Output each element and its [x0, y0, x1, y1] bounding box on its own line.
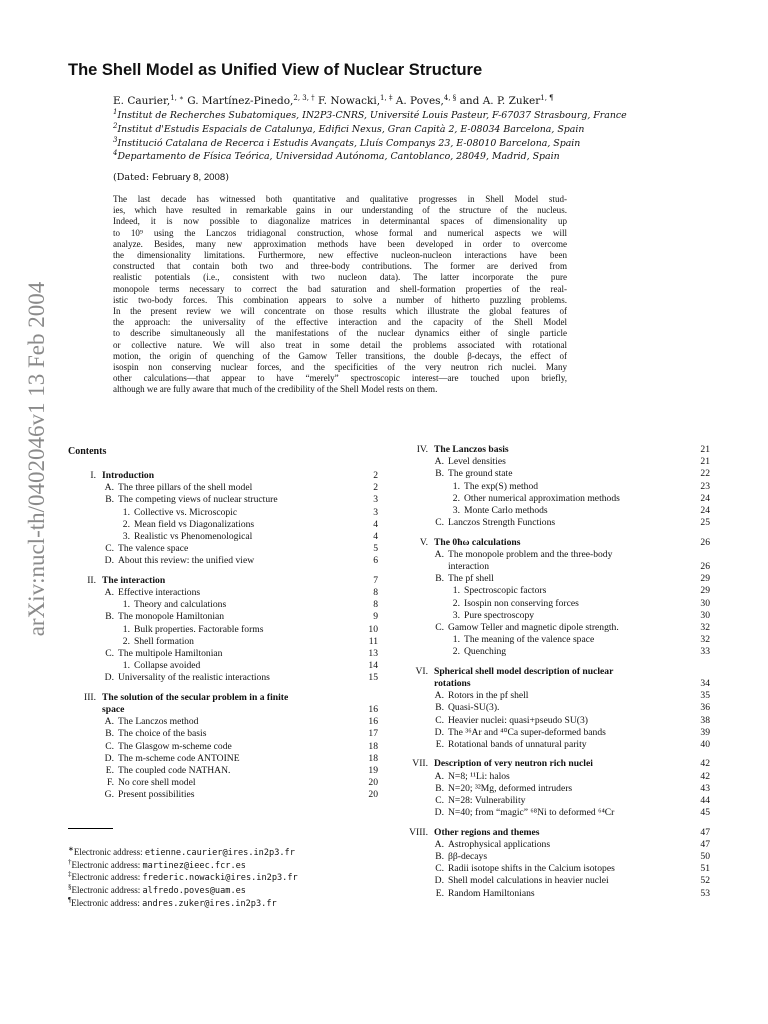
toc-label: Random Hamiltonians — [448, 887, 535, 899]
footnote — [68, 872, 298, 883]
toc-subsection[interactable] — [400, 622, 710, 634]
toc-number: D. — [104, 555, 114, 567]
toc-section[interactable] — [74, 470, 378, 482]
toc-number: B. — [105, 728, 114, 740]
toc-label: Spherical shell model description of nuclear — [434, 665, 614, 677]
toc-number: I. — [90, 470, 96, 481]
footnote-label: Electronic address: — [71, 859, 143, 870]
toc-label: The meaning of the valence space — [464, 634, 595, 646]
toc-label: The Lanczos method — [118, 716, 199, 728]
toc-label: The monopole Hamiltonian — [118, 611, 225, 623]
footnote-mark: § — [68, 883, 72, 892]
toc-number: 2. — [452, 646, 460, 658]
toc-page-number: 10 — [368, 623, 378, 635]
toc-label: Radii isotope shifts in the Calcium isotopes — [448, 863, 615, 875]
toc-page-number: 47 — [700, 838, 710, 850]
toc-subsubsection[interactable] — [400, 634, 710, 646]
footnote-rule — [68, 828, 113, 829]
footnote-mark: ¶ — [68, 895, 72, 904]
toc-page-number: 53 — [700, 887, 710, 899]
toc-subsection[interactable] — [74, 494, 378, 506]
abstract-line: although we are fully aware that much of the credibility of the Shell Model rests on them. — [113, 384, 438, 395]
toc-number: 2. — [452, 597, 460, 609]
toc-label: N=8; ¹¹Li: halos — [448, 770, 510, 782]
toc-label: The competing views of nuclear structure — [118, 494, 278, 506]
toc-label: Collective vs. Microscopic — [134, 506, 238, 518]
toc-subsection[interactable] — [74, 543, 378, 555]
toc-label: The three pillars of the shell model — [118, 482, 253, 494]
toc-label: Effective interactions — [118, 587, 201, 598]
toc-label: Theory and calculations — [134, 599, 227, 611]
toc-subsection[interactable] — [400, 549, 710, 561]
toc-number: A. — [104, 482, 114, 494]
toc-subsubsection[interactable] — [400, 646, 710, 658]
toc-number: A. — [434, 456, 444, 468]
paper-title: The Shell Model as Unified View of Nuclear Structure — [68, 61, 483, 79]
email-link[interactable]: alfredo.poves@uam.es — [142, 886, 246, 897]
toc-label: Quenching — [464, 646, 507, 658]
toc-number: B. — [435, 782, 444, 794]
toc-subsection[interactable] — [400, 807, 710, 819]
toc-page-number: 34 — [700, 678, 710, 689]
toc-number: B. — [435, 468, 444, 480]
footnote-mark: ‡ — [68, 870, 72, 879]
toc-number: C. — [105, 740, 114, 752]
abstract-line: the dimensionality limitations. Furthermore, new effective nucleon-nucleon interactions have been — [113, 250, 567, 261]
toc-label: Introduction — [102, 470, 155, 481]
toc-subsection[interactable] — [74, 648, 378, 660]
toc-page-number: 3 — [373, 506, 378, 518]
toc-subsection[interactable] — [74, 728, 378, 740]
toc-subsection[interactable] — [74, 555, 378, 567]
toc-page-number: 24 — [700, 492, 710, 504]
toc-subsection[interactable] — [400, 727, 710, 739]
toc-number: C. — [435, 714, 444, 726]
toc-label: Pure spectroscopy — [464, 609, 535, 621]
toc-page-number: 20 — [368, 789, 378, 801]
toc-subsection[interactable] — [400, 783, 710, 795]
toc-subsection[interactable] — [74, 789, 378, 801]
toc-subsection[interactable] — [74, 716, 378, 728]
toc-subsubsection[interactable] — [74, 519, 378, 531]
toc-label: Spectroscopic factors — [464, 585, 547, 597]
toc-page-number: 42 — [700, 758, 710, 770]
toc-page-number: 51 — [700, 863, 710, 875]
toc-page-number: 2 — [373, 482, 378, 494]
abstract-line: motion, the origin of quenching of the Gamow Teller transitions, the double β-decays, the effect of — [113, 350, 567, 361]
toc-number: 3. — [452, 505, 460, 516]
toc-label: space — [102, 704, 125, 715]
toc-number: C. — [105, 648, 114, 659]
toc-label: Description of very neutron rich nuclei — [434, 758, 593, 770]
footnote-label: Electronic address: — [71, 897, 143, 908]
toc-label: ββ-decays — [448, 851, 488, 862]
toc-subsubsection[interactable] — [74, 624, 378, 636]
toc-subsection[interactable] — [74, 672, 378, 684]
toc-subsubsection[interactable] — [400, 505, 710, 517]
toc-subsubsection[interactable] — [400, 585, 710, 597]
toc-page-number: 36 — [700, 702, 710, 714]
affiliation: $^3$Institució Catalana de Recerca i Estudis Avançats, Lluís Companys 23, E-08010 Barcelona, Spain — [113, 136, 581, 149]
abstract-line: ies, which have resulted in remarkable gains in our understanding of the structure of the nucleus. — [113, 205, 567, 216]
toc-page-number: 45 — [700, 807, 710, 819]
toc-page-number: 30 — [700, 597, 710, 609]
toc-page-number: 17 — [368, 728, 378, 740]
contents-heading: Contents — [68, 446, 107, 457]
toc-page-number: 26 — [700, 536, 710, 548]
abstract-line: Indeed, it is now possible to diagonalize matrices in determinantal spaces of dimensionality up — [113, 216, 567, 227]
toc-page-number: 50 — [700, 851, 710, 862]
toc-subsubsection[interactable] — [74, 660, 378, 672]
toc-page-number: 44 — [700, 795, 710, 806]
toc-label: Shell model calculations in heavier nuclei — [448, 875, 609, 887]
toc-page-number: 24 — [700, 505, 710, 516]
toc-number: III. — [84, 691, 96, 703]
toc-subsubsection[interactable] — [74, 636, 378, 648]
toc-label: N=20; ³²Mg, deformed intruders — [448, 782, 573, 794]
toc-section[interactable] — [74, 575, 378, 587]
toc-label: Quasi-SU(3). — [448, 702, 500, 714]
toc-number: A. — [434, 838, 444, 850]
toc-subsection[interactable] — [400, 875, 710, 887]
toc-number: E. — [435, 887, 444, 899]
toc-number: 2. — [122, 635, 130, 647]
toc-number: F. — [107, 777, 114, 789]
toc-label: N=40; from “magic” ⁶⁸Ni to deformed ⁶⁴Cr — [448, 807, 615, 819]
date-value: February 8, 2008 — [152, 172, 226, 183]
toc-section[interactable] — [400, 666, 710, 678]
toc-number: A. — [104, 587, 114, 598]
affiliation: $^2$Institut d'Estudis Espacials de Catalunya, Edifici Nexus, Gran Capità 2, E-08034 Barcelona, Spain — [113, 122, 585, 135]
toc-page-number: 29 — [700, 585, 710, 597]
author: E. Caurier,$^{1, ∗}$ — [113, 94, 184, 107]
toc-page-number: 2 — [373, 470, 378, 481]
footnote-mark: † — [68, 857, 72, 866]
author: and A. P. Zuker$^{1, \P}$ — [459, 94, 554, 107]
toc-page-number: 18 — [368, 752, 378, 764]
toc-label: No core shell model — [118, 777, 196, 789]
toc-label: Level densities — [448, 456, 506, 468]
toc-page-number: 52 — [700, 875, 710, 887]
footnote-label: Electronic address: — [71, 872, 143, 883]
toc-section[interactable] — [400, 537, 710, 549]
footnote-mark: ∗ — [68, 845, 74, 853]
toc-label: The monopole problem and the three-body — [448, 548, 613, 560]
toc-page-number: 22 — [700, 468, 710, 480]
toc-label: The exp(S) method — [464, 480, 539, 492]
toc-number: B. — [105, 494, 114, 506]
toc-label: The coupled code NATHAN. — [118, 765, 231, 776]
toc-label: Mean field vs Diagonalizations — [134, 518, 255, 530]
toc-subsection[interactable] — [74, 611, 378, 623]
toc-label: The ³⁶Ar and ⁴⁰Ca super-deformed bands — [448, 726, 606, 738]
toc-page-number: 40 — [700, 739, 710, 750]
email-link[interactable]: etienne.caurier@ires.in2p3.fr — [144, 848, 295, 858]
toc-page-number: 47 — [700, 826, 710, 838]
toc-subsection[interactable] — [400, 888, 710, 900]
toc-page-number: 32 — [700, 634, 710, 646]
toc-label: Gamow Teller and magnetic dipole strength. — [448, 622, 619, 633]
toc-number: C. — [435, 622, 444, 633]
abstract-line: realistic potentials (i.e., consistent with two nucleon data). The latter incorporate the pure — [113, 272, 567, 283]
toc-subsection[interactable] — [74, 777, 378, 789]
toc-page-number: 38 — [700, 714, 710, 726]
toc-number: E. — [435, 739, 444, 750]
toc-number: 1. — [122, 506, 130, 518]
toc-subsection[interactable] — [400, 771, 710, 783]
toc-number: D. — [434, 875, 444, 887]
toc-subsection[interactable] — [400, 839, 710, 851]
toc-label: rotations — [434, 678, 471, 689]
toc-number: 1. — [122, 623, 130, 635]
affiliation: $^4$Departamento de Física Teórica, Universidad Autónoma, Cantoblanco, 28049, Madrid, Spain — [113, 149, 560, 162]
abstract-line: or collective nature. We will also treat in some detail the problems associated with rotational — [113, 339, 567, 350]
toc-page-number: 19 — [368, 765, 378, 776]
toc-label: interaction — [448, 561, 490, 572]
toc-subsection[interactable] — [400, 468, 710, 480]
toc-number: B. — [435, 702, 444, 714]
toc-page-number: 26 — [700, 561, 710, 572]
abstract-line: monopole terms necessary to correct the bad saturation and shell-formation properties of the real- — [113, 283, 567, 294]
toc-subsection[interactable] — [400, 715, 710, 727]
toc-label: Astrophysical applications — [448, 838, 551, 850]
toc-page-number: 20 — [368, 777, 378, 789]
toc-page-number: 32 — [700, 622, 710, 633]
toc-label: The 0ħω calculations — [434, 536, 521, 548]
toc-label: The multipole Hamiltonian — [118, 648, 223, 659]
abstract-line: the approach: the universality of the effective interaction and the capacity of the Shell Model — [113, 317, 567, 328]
toc-subsubsection[interactable] — [400, 610, 710, 622]
toc-label: Shell formation — [134, 635, 194, 647]
arxiv-stamp: arXiv:nucl-th/0402046v1 13 Feb 2004 — [24, 281, 49, 637]
toc-number: 1. — [452, 634, 460, 646]
toc-number: D. — [104, 752, 114, 764]
toc-section[interactable] — [400, 827, 710, 839]
toc-label: Other numerical approximation methods — [464, 492, 620, 504]
toc-subsubsection[interactable] — [74, 599, 378, 611]
toc-number: 3. — [452, 609, 460, 621]
toc-page-number: 16 — [368, 716, 378, 728]
toc-subsection[interactable] — [400, 561, 710, 573]
footnote — [68, 895, 277, 909]
toc-page-number: 14 — [368, 660, 378, 672]
toc-number: C. — [105, 543, 114, 555]
toc-section[interactable] — [74, 692, 378, 704]
footnote-label: Electronic address: — [71, 885, 143, 896]
toc-number: C. — [435, 795, 444, 806]
toc-label: Rotational bands of unnatural parity — [448, 739, 587, 750]
toc-number: 1. — [452, 480, 460, 492]
footnote — [68, 885, 246, 896]
toc-section[interactable] — [74, 704, 378, 716]
toc-section[interactable] — [400, 678, 710, 690]
toc-subsection[interactable] — [74, 741, 378, 753]
toc-label: The ground state — [448, 468, 513, 480]
abstract-line: analyze. Besides, many new approximation methods have been developed in order to overcome — [113, 238, 567, 249]
toc-number: IV. — [416, 444, 428, 455]
toc-page-number: 35 — [700, 690, 710, 702]
toc-number: 2. — [122, 518, 130, 530]
toc-number: B. — [435, 851, 444, 862]
toc-page-number: 33 — [700, 646, 710, 658]
toc-subsection[interactable] — [400, 517, 710, 529]
toc-page-number: 18 — [368, 740, 378, 752]
toc-number: G. — [104, 789, 114, 801]
toc-label: The m-scheme code ANTOINE — [118, 752, 240, 764]
toc-subsubsection[interactable] — [74, 531, 378, 543]
author-list — [113, 95, 554, 107]
toc-number: A. — [434, 548, 444, 560]
toc-subsubsection[interactable] — [400, 481, 710, 493]
footnote — [68, 857, 246, 871]
toc-subsection[interactable] — [74, 765, 378, 777]
toc-subsection[interactable] — [400, 702, 710, 714]
toc-number: C. — [435, 517, 444, 529]
toc-page-number: 30 — [700, 609, 710, 621]
toc-page-number: 42 — [700, 770, 710, 782]
toc-number: B. — [435, 573, 444, 585]
toc-label: Bulk properties. Factorable forms — [134, 623, 264, 635]
toc-number: V. — [419, 536, 428, 548]
toc-label: N=28: Vulnerability — [448, 795, 526, 806]
affiliation: $^1$Institut de Recherches Subatomiques, IN2P3-CNRS, Université Louis Pasteur, F-67037 Strasbourg, France — [113, 108, 627, 121]
toc-number: C. — [435, 863, 444, 875]
toc-page-number: 21 — [700, 456, 710, 468]
toc-page-number: 11 — [368, 635, 378, 647]
toc-page-number: 13 — [368, 648, 378, 659]
toc-label: About this review: the unified view — [118, 555, 255, 567]
toc-subsection[interactable] — [400, 739, 710, 751]
toc-label: Rotors in the pf shell — [448, 690, 529, 702]
toc-page-number: 23 — [700, 480, 710, 492]
toc-number: 1. — [452, 585, 460, 597]
dated-line: (Dated: February 8, 2008) — [113, 172, 229, 183]
toc-section[interactable] — [400, 758, 710, 770]
toc-page-number: 8 — [373, 599, 378, 611]
toc-number: VI. — [415, 665, 428, 677]
author: F. Nowacki,$^{1, \ddagger}$ — [318, 94, 393, 107]
toc-subsubsection[interactable] — [400, 493, 710, 505]
abstract-line: istic two-body forces. This combination appears to solve a number of hitherto puzzling problems. — [113, 294, 567, 305]
toc-number: D. — [434, 726, 444, 738]
abstract-line: isospin non conserving nuclear forces, and the specificities of the very neutron rich nuclei. Many — [113, 362, 567, 373]
abstract-line: other calculations—that appear to have “merely” spectroscopic interest—are touched upon briefly, — [113, 373, 567, 384]
author: G. Martínez-Pinedo,$^{2, 3, \dagger}$ — [187, 94, 315, 107]
abstract-line: The last decade has witnessed both quantitative and qualitative progresses in Shell Model stud- — [113, 194, 567, 204]
toc-label: Present possibilities — [118, 789, 195, 801]
toc-section[interactable] — [400, 444, 710, 456]
abstract — [113, 194, 567, 396]
toc-page-number: 8 — [373, 587, 378, 598]
toc-subsection[interactable] — [74, 587, 378, 599]
toc-subsubsection[interactable] — [400, 598, 710, 610]
toc-number: D. — [434, 807, 444, 819]
toc-subsection[interactable] — [400, 795, 710, 807]
toc-number: A. — [434, 770, 444, 782]
toc-label: The valence space — [118, 543, 189, 555]
toc-page-number: 9 — [373, 611, 378, 623]
toc-page-number: 21 — [700, 444, 710, 455]
email-link[interactable]: andres.zuker@ires.in2p3.fr — [142, 898, 277, 909]
toc-label: The interaction — [102, 574, 166, 586]
toc-number: A. — [434, 690, 444, 702]
toc-number: 3. — [122, 531, 130, 542]
toc-subsection[interactable] — [400, 851, 710, 863]
toc-subsection[interactable] — [74, 482, 378, 494]
toc-page-number: 25 — [700, 517, 710, 529]
toc-label: Monte Carlo methods — [464, 505, 548, 516]
email-link[interactable]: frederic.nowacki@ires.in2p3.fr — [142, 873, 298, 884]
abstract-line: In the present review we will concentrate on those results which illustrate the global features of — [113, 306, 567, 317]
toc-number: II. — [87, 574, 96, 586]
toc-subsection[interactable] — [400, 690, 710, 702]
toc-subsubsection[interactable] — [74, 507, 378, 519]
toc-label: The choice of the basis — [118, 728, 207, 740]
email-link[interactable]: martinez@ieec.fcr.es — [142, 860, 246, 871]
toc-page-number: 6 — [373, 555, 378, 567]
abstract-line: to describe simultaneously all the manifestations of the nuclear dynamics either of single particle — [113, 328, 567, 339]
toc-label: Collapse avoided — [134, 660, 201, 672]
toc-label: Isospin non conserving forces — [464, 597, 579, 609]
toc-label: Heavier nuclei: quasi+pseudo SU(3) — [448, 714, 588, 726]
toc-label: Other regions and themes — [434, 826, 540, 838]
toc-page-number: 4 — [373, 518, 378, 530]
toc-page-number: 15 — [368, 672, 378, 684]
toc-subsection[interactable] — [400, 863, 710, 875]
toc-number: E. — [105, 765, 114, 776]
toc-label: The Lanczos basis — [434, 444, 509, 455]
toc-subsection[interactable] — [400, 573, 710, 585]
toc-number: A. — [104, 716, 114, 728]
toc-page-number: 29 — [700, 573, 710, 585]
footnote — [68, 847, 295, 858]
toc-page-number: 5 — [373, 543, 378, 555]
toc-label: Realistic vs Phenomenological — [134, 531, 253, 542]
toc-number: VIII. — [409, 826, 428, 838]
toc-number: B. — [105, 611, 114, 623]
abstract-line: to 10⁹ using the Lanczos tridiagonal construction, whose formal and numerical aspects we will — [113, 227, 567, 238]
toc-page-number: 3 — [373, 494, 378, 506]
toc-page-number: 43 — [700, 782, 710, 794]
toc-number: 2. — [452, 492, 460, 504]
author: A. Poves,$^{4, \S}$ — [395, 94, 457, 107]
toc-label: Lanczos Strength Functions — [448, 517, 556, 529]
toc-subsection[interactable] — [74, 753, 378, 765]
footnote-label: Electronic address: — [73, 847, 145, 857]
toc-page-number: 16 — [368, 704, 378, 715]
toc-label: Universality of the realistic interactions — [118, 672, 270, 684]
toc-number: VII. — [412, 758, 428, 770]
toc-page-number: 7 — [373, 574, 378, 586]
toc-label: The Glasgow m-scheme code — [118, 740, 232, 752]
toc-label: The pf shell — [448, 573, 494, 585]
toc-number: 1. — [122, 599, 130, 611]
toc-page-number: 39 — [700, 726, 710, 738]
toc-subsection[interactable] — [400, 456, 710, 468]
toc-page-number: 4 — [373, 531, 378, 542]
toc-number: D. — [104, 672, 114, 684]
toc-number: 1. — [122, 660, 130, 672]
toc-label: The solution of the secular problem in a finite — [102, 691, 289, 703]
abstract-line: constructed that contain both two and three-body contributions. The former are derived from — [113, 261, 567, 272]
